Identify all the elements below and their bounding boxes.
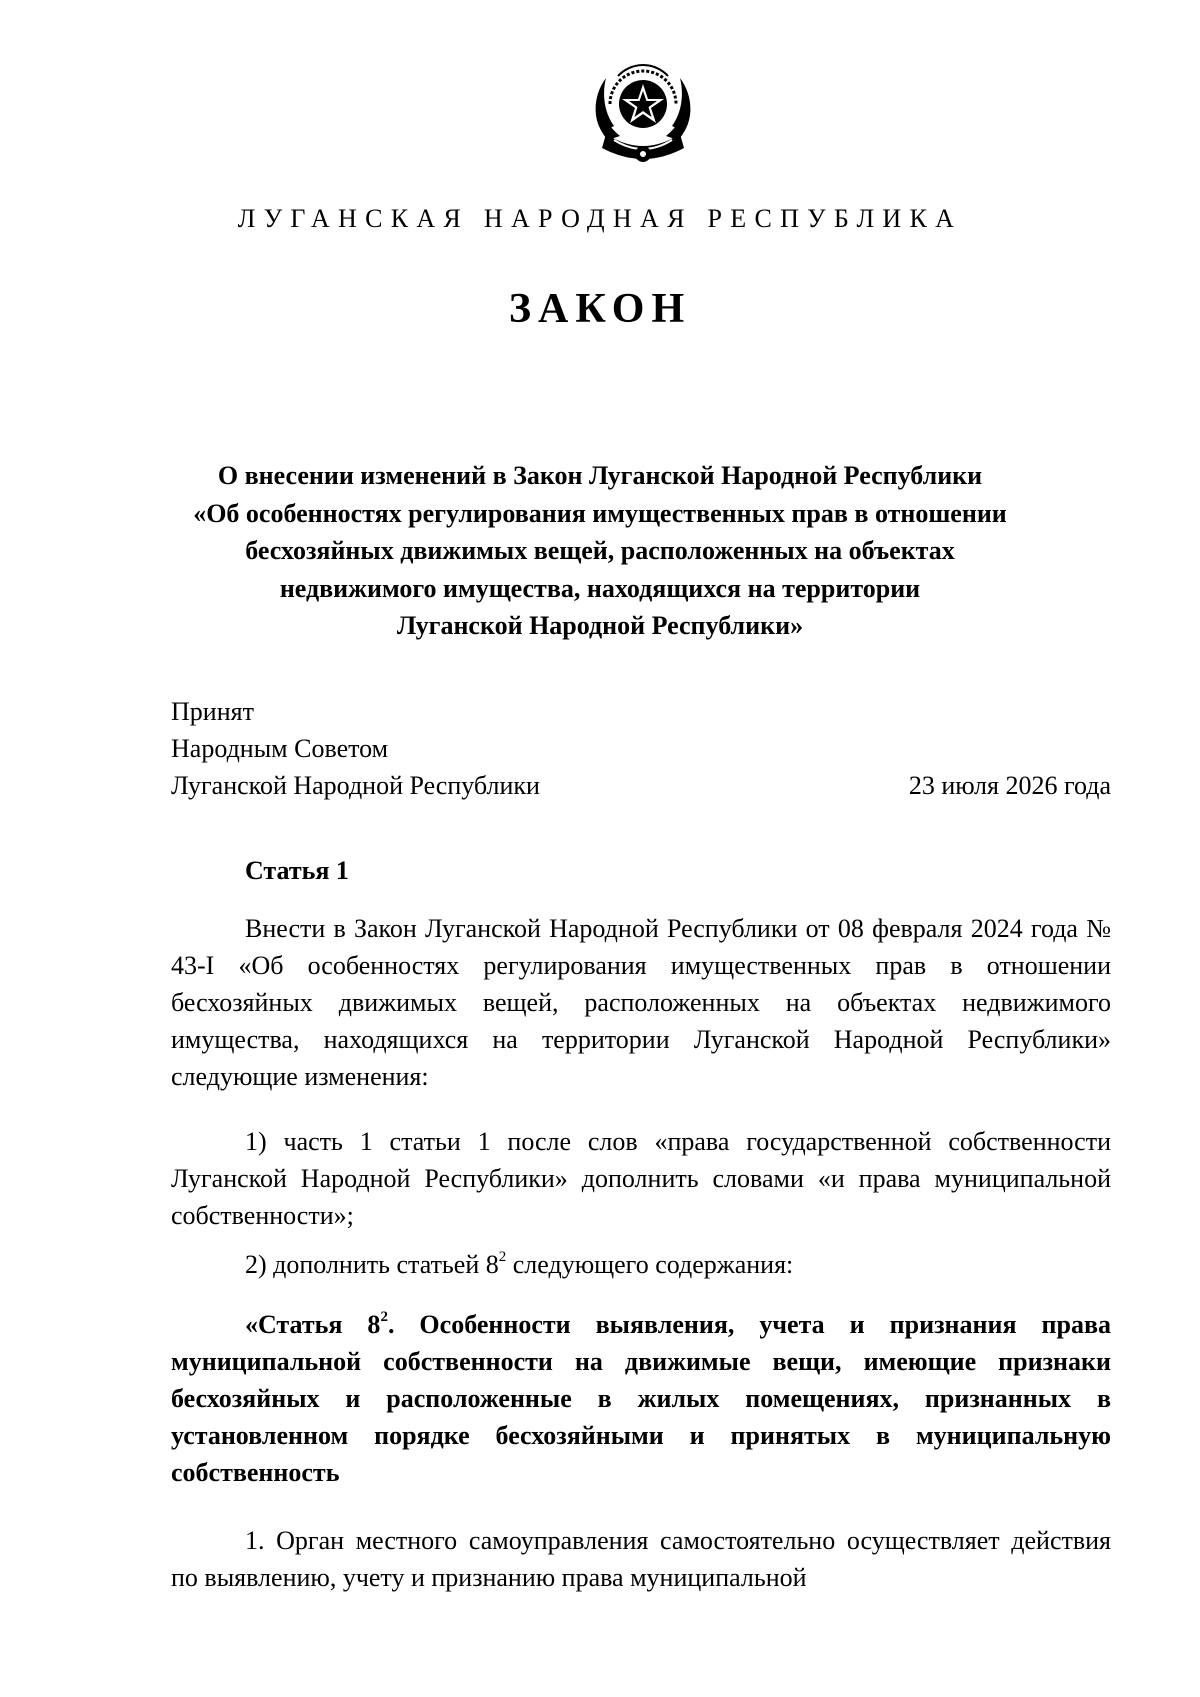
- article-1-heading: Статья 1: [245, 856, 349, 885]
- heading-line: недвижимого имущества, находящихся на территории: [279, 573, 921, 603]
- adoption-block: [171, 693, 1111, 804]
- lpr-coat-of-arms-emblem-icon: [588, 60, 698, 168]
- new-article-title: . Особенности выявления, учета и признания права муниципальной собственности на движимые вещи, имеющие признаки бесхозяйных и расположенные в жилых помещениях, признанных в установленном порядке бесхозяйными и принятых в муниципальную собственность: [171, 1310, 1112, 1487]
- new-article-superscript: 2: [380, 1309, 388, 1325]
- item-2-text-before: 2) дополнить статьей 8: [245, 1250, 499, 1279]
- new-article-heading: [171, 1306, 1111, 1491]
- heading-line: бесхозяйных движимых вещей, расположенных на объектах: [245, 536, 955, 565]
- heading-line: О внесении изменений в Закон Луганской Народной Республики: [217, 461, 983, 490]
- adoption-date: 23 июля 2026 года: [908, 771, 1111, 800]
- item-2-superscript: 2: [498, 1249, 507, 1265]
- new-article-prefix: «Статья 8: [245, 1310, 381, 1339]
- adopted-by-line: Народным Советом: [171, 734, 389, 763]
- item-2-text-after: следующего содержания:: [506, 1250, 794, 1279]
- adopted-by-republic-row: [171, 767, 1111, 804]
- law-heading: [150, 457, 1050, 645]
- heading-line: Луганской Народной Республики»: [396, 611, 804, 640]
- heading-line: «Об особенностях регулирования имущественных прав в отношении: [193, 498, 1007, 528]
- new-article-part-1: 1. Орган местного самоуправления самостоятельно осуществляет действия по выявлению, учету и признанию права муниципальной: [171, 1526, 1111, 1592]
- republic-name: ЛУГАНСКАЯ НАРОДНАЯ РЕСПУБЛИКА: [237, 204, 963, 233]
- article-1-intro: Внести в Закон Луганской Народной Республики от 08 февраля 2024 года № 43-I «Об особенностях регулирования имущественных прав в отношении бесхозяйных движимых вещей, расположенных на объектах недвижимого имущества, находящихся на территории Луганской Народной Республики» следующие изменения:: [171, 914, 1111, 1091]
- adopted-by-republic: Луганской Народной Республики: [171, 771, 540, 800]
- article-1-item-2: [171, 1246, 1111, 1283]
- adopted-line: Принят: [171, 697, 254, 726]
- article-1-item-1: 1) часть 1 статьи 1 после слов «права государственной собственности Луганской Народной Республики» дополнить словами «и права муниципальной собственности»;: [171, 1127, 1111, 1230]
- document-type-title: ЗАКОН: [508, 286, 692, 332]
